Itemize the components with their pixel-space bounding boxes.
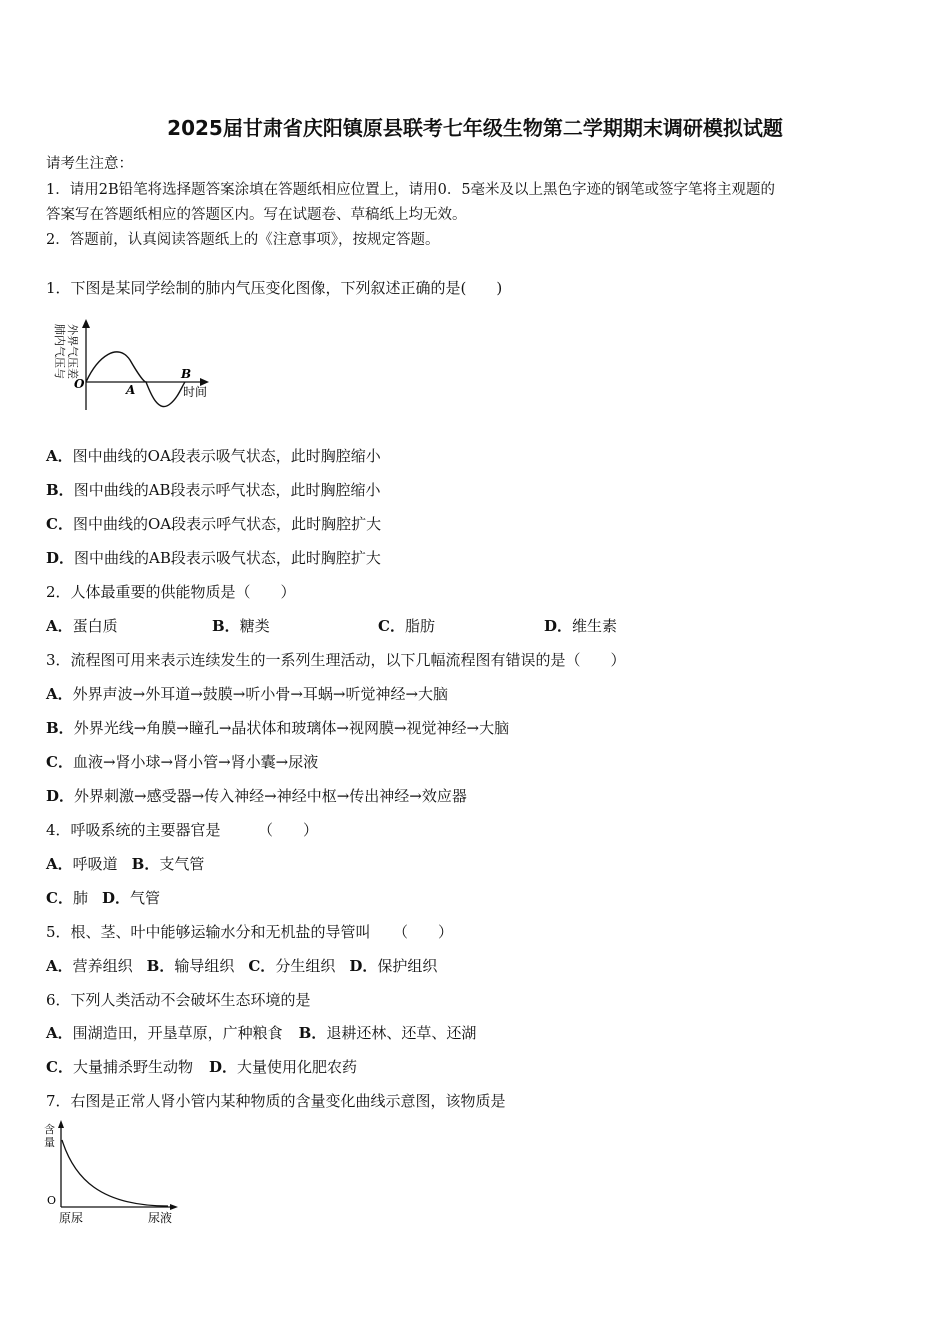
q3-option-a — [46, 683, 448, 704]
q2-option-a-text: 蛋白质 — [72, 617, 118, 635]
q5-option-d-text: 保护组织 — [377, 957, 438, 975]
q3-option-d — [46, 785, 467, 806]
q1-y-arrow — [82, 319, 90, 328]
notice-line-2: 2．答题前，认真阅读答题纸上的《注意事项》，按规定答题。 — [46, 232, 440, 248]
q1-option-c-text: 图中曲线的OA段表示呼气状态，此时胸腔扩大 — [72, 515, 382, 533]
q6-option-a-label: A． — [46, 1024, 73, 1042]
q3-option-a-text: 外界声波→外耳道→鼓膜→听小骨→耳蜗→听觉神经→大脑 — [72, 685, 449, 703]
q2-option-d-label: D． — [544, 617, 573, 635]
notice-line-1b: 答案写在答题纸相应的答题区内。写在试题卷、草稿纸上均无效。 — [46, 207, 467, 223]
q4-stem: 4．呼吸系统的主要器官是 （ ） — [46, 821, 319, 839]
q6-options-row-1 — [46, 1022, 476, 1043]
q1-option-a — [46, 445, 381, 466]
q1-x-label: 时间 — [183, 385, 208, 399]
q1-point-a: A — [126, 383, 136, 397]
q6-stem: 6．下列人类活动不会破坏生态环境的是 — [46, 991, 311, 1009]
q1-origin-label: O — [74, 377, 85, 391]
q3-option-a-label: A． — [46, 685, 73, 703]
q7-x-end-label: 尿液 — [148, 1211, 173, 1225]
q4-option-d-label: D． — [101, 889, 130, 907]
q3-option-b-text: 外界光线→角膜→瞳孔→晶状体和玻璃体→视网膜→视觉神经→大脑 — [73, 719, 510, 737]
q5-option-b-text: 输导组织 — [174, 957, 235, 975]
q6-option-c-label: C． — [46, 1058, 73, 1076]
q5-option-b-label: B． — [146, 957, 175, 975]
q1-pressure-graph — [40, 316, 220, 416]
q1-option-a-text: 图中曲线的OA段表示吸气状态，此时胸腔缩小 — [72, 447, 381, 465]
q7-origin-label: O — [47, 1194, 57, 1207]
q7-y-arrow — [58, 1120, 64, 1128]
q3-option-b — [46, 717, 509, 738]
q5-option-d-label: D． — [349, 957, 378, 975]
q5-options-row — [46, 955, 437, 976]
q4-options-row-1 — [46, 853, 204, 874]
q5-stem: 5．根、茎、叶中能够运输水分和无机盐的导管叫 （ ） — [46, 923, 454, 941]
q2-option-d-text: 维生素 — [572, 617, 618, 635]
q1-stem: 1．下图是某同学绘制的肺内气压变化图像，下列叙述正确的是( ) — [46, 279, 503, 297]
q1-option-d — [46, 547, 381, 568]
q6-options-row-2 — [46, 1056, 357, 1077]
q3-option-d-label: D． — [46, 787, 75, 805]
q1-option-a-label: A． — [46, 447, 73, 465]
q2-stem: 2．人体最重要的供能物质是（ ） — [46, 583, 296, 601]
q2-option-b-text: 糖类 — [239, 617, 270, 635]
q1-pressure-curve — [86, 352, 185, 407]
q1-y-label-line2: 外界气压差 — [66, 324, 79, 379]
q1-y-label-line1: 肺内气压与 — [53, 324, 66, 379]
notice-heading: 请考生注意： — [46, 156, 133, 172]
q4-option-a-text: 呼吸道 — [72, 855, 118, 873]
q5-option-a-text: 营养组织 — [72, 957, 133, 975]
q3-option-c — [46, 751, 318, 772]
q2-option-a — [46, 615, 118, 636]
q1-point-b: B — [181, 367, 192, 381]
q6-option-c-text: 大量捕杀野生动物 — [72, 1058, 193, 1076]
q1-option-c-label: C． — [46, 515, 73, 533]
q1-option-b — [46, 479, 381, 500]
q6-option-d-text: 大量使用化肥农药 — [236, 1058, 357, 1076]
q5-option-a-label: A． — [46, 957, 73, 975]
q3-option-c-text: 血液→肾小球→肾小管→肾小囊→尿液 — [72, 753, 319, 771]
q2-option-c-text: 脂肪 — [404, 617, 435, 635]
q6-option-d-label: D． — [208, 1058, 237, 1076]
q1-option-b-text: 图中曲线的AB段表示呼气状态，此时胸腔缩小 — [73, 481, 381, 499]
q4-option-b-label: B． — [131, 855, 160, 873]
q7-y-label-2: 量 — [44, 1136, 55, 1149]
q5-option-c-label: C． — [248, 957, 276, 975]
q4-option-d-text: 气管 — [129, 889, 160, 907]
q7-stem: 7．右图是正常人肾小管内某种物质的含量变化曲线示意图，该物质是 — [46, 1092, 506, 1110]
q3-stem: 3．流程图可用来表示连续发生的一系列生理活动，以下几幅流程图有错误的是（ ） — [46, 651, 626, 669]
q7-x-start-label: 原尿 — [59, 1211, 84, 1225]
q1-option-d-label: D． — [46, 549, 75, 567]
q3-option-d-text: 外界刺激→感受器→传入神经→神经中枢→传出神经→效应器 — [74, 787, 467, 805]
q2-option-d — [544, 615, 617, 636]
q1-option-b-label: B． — [46, 481, 74, 499]
q1-option-c — [46, 513, 381, 534]
q6-option-b-text: 退耕还林、还草、还湖 — [326, 1024, 477, 1042]
q4-option-a-label: A． — [46, 855, 73, 873]
q1-option-d-text: 图中曲线的AB段表示吸气状态，此时胸腔扩大 — [74, 549, 381, 567]
q4-options-row-2 — [46, 887, 160, 908]
q7-content-curve — [62, 1140, 168, 1206]
q2-option-b-label: B． — [212, 617, 240, 635]
q3-option-b-label: B． — [46, 719, 74, 737]
notice-line-1a: 1．请用2B铅笔将选择题答案涂填在答题纸相应位置上，请用0．5毫米及以上黑色字迹的钢笔或签字笔将主观题的 — [46, 182, 776, 198]
q4-option-c-label: C． — [46, 889, 73, 907]
q7-y-label-1: 含 — [44, 1123, 55, 1136]
q6-option-a-text: 围湖造田，开垦草原，广种粮食 — [72, 1024, 283, 1042]
q5-option-c-text: 分生组织 — [275, 957, 336, 975]
q3-option-c-label: C． — [46, 753, 73, 771]
q1-y-label — [53, 324, 80, 379]
q4-option-c-text: 肺 — [72, 889, 88, 907]
q7-content-graph — [40, 1118, 190, 1228]
q6-option-b-label: B． — [298, 1024, 327, 1042]
q2-option-b — [212, 615, 270, 636]
q4-option-b-text: 支气管 — [159, 855, 205, 873]
page-title: 2025届甘肃省庆阳镇原县联考七年级生物第二学期期末调研模拟试题 — [167, 116, 783, 140]
q7-x-arrow — [170, 1204, 178, 1210]
q2-option-c-label: C． — [378, 617, 405, 635]
q2-option-c — [378, 615, 435, 636]
q2-option-a-label: A． — [46, 617, 73, 635]
